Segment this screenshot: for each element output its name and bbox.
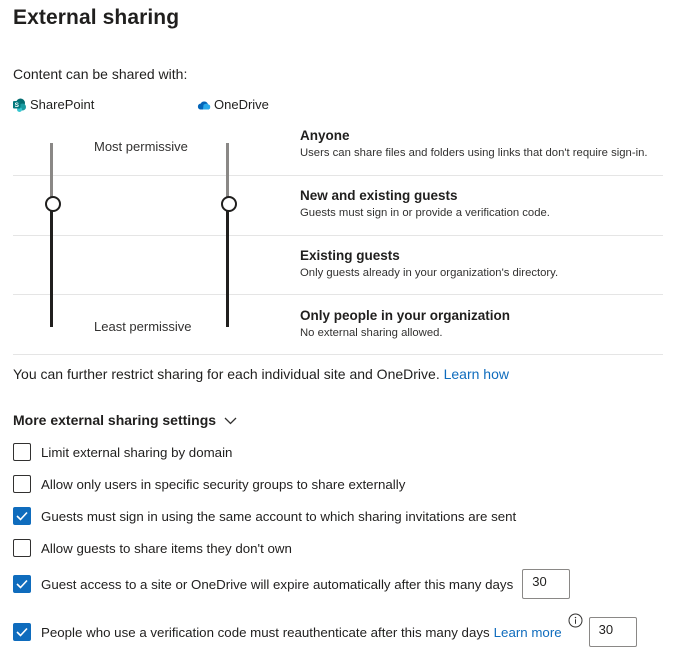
level-separator bbox=[13, 354, 663, 355]
reauthenticate-label: People who use a verification code must reauthenticate after this many days bbox=[41, 624, 490, 640]
reauthenticate-days-input[interactable]: 30 bbox=[589, 617, 637, 647]
guest-expiry-days-input[interactable]: 30 bbox=[522, 569, 570, 599]
checkmark-icon bbox=[16, 579, 28, 589]
onedrive-sharing-slider[interactable] bbox=[220, 143, 236, 327]
restrict-sharing-text: You can further restrict sharing for each individual site and OneDrive. bbox=[13, 366, 440, 382]
level-separator bbox=[13, 294, 663, 295]
restrict-sharing-note bbox=[13, 366, 509, 382]
most-permissive-label: Most permissive bbox=[94, 139, 188, 154]
onedrive-header bbox=[197, 97, 269, 112]
guests-share-items-checkbox[interactable] bbox=[13, 539, 31, 557]
onedrive-label: OneDrive bbox=[214, 97, 269, 112]
same-account-row bbox=[13, 507, 516, 525]
more-sharing-settings-label: More external sharing settings bbox=[13, 412, 217, 428]
chevron-down-icon bbox=[224, 412, 237, 428]
info-icon[interactable] bbox=[568, 613, 583, 631]
level-existing-guests-desc: Only guests already in your organization's directory. bbox=[300, 267, 559, 279]
onedrive-slider-track-upper bbox=[226, 143, 229, 197]
guests-share-items-row bbox=[13, 539, 292, 557]
checkmark-icon bbox=[16, 511, 28, 521]
level-new-existing-guests-desc: Guests must sign in or provide a verification code. bbox=[300, 207, 550, 219]
level-only-org-title: Only people in your organization bbox=[300, 308, 511, 323]
guests-share-items-label: Allow guests to share items they don't own bbox=[41, 540, 292, 556]
level-new-existing-guests-title: New and existing guests bbox=[300, 188, 458, 203]
sharepoint-slider-track-lower bbox=[50, 211, 53, 327]
onedrive-cloud-icon bbox=[197, 100, 211, 110]
level-separator bbox=[13, 175, 663, 176]
least-permissive-label: Least permissive bbox=[94, 319, 192, 334]
learn-more-link[interactable]: Learn more bbox=[493, 624, 562, 640]
same-account-checkbox[interactable] bbox=[13, 507, 31, 525]
sharepoint-icon bbox=[13, 98, 27, 112]
guest-expiry-checkbox[interactable] bbox=[13, 575, 31, 593]
same-account-label: Guests must sign in using the same account to which sharing invitations are sent bbox=[41, 508, 517, 524]
limit-by-domain-row bbox=[13, 443, 232, 461]
svg-text:S: S bbox=[14, 101, 19, 109]
security-groups-checkbox[interactable] bbox=[13, 475, 31, 493]
reauthenticate-row bbox=[13, 617, 637, 647]
level-anyone-title: Anyone bbox=[300, 128, 350, 143]
level-existing-guests-title: Existing guests bbox=[300, 248, 400, 263]
limit-by-domain-checkbox[interactable] bbox=[13, 443, 31, 461]
level-separator bbox=[13, 235, 663, 236]
guest-expiry-label: Guest access to a site or OneDrive will expire automatically after this many days bbox=[41, 576, 514, 592]
learn-how-link[interactable]: Learn how bbox=[443, 366, 509, 382]
sharing-subtitle: Content can be shared with: bbox=[13, 66, 188, 82]
guest-expiry-row bbox=[13, 569, 570, 599]
sharepoint-header bbox=[13, 97, 94, 112]
reauthenticate-checkbox[interactable] bbox=[13, 623, 31, 641]
sharepoint-slider-track-upper bbox=[50, 143, 53, 197]
limit-by-domain-label: Limit external sharing by domain bbox=[41, 444, 233, 460]
sharepoint-label: SharePoint bbox=[30, 97, 95, 112]
more-sharing-settings-toggle[interactable] bbox=[13, 412, 237, 428]
sharepoint-sharing-slider[interactable] bbox=[45, 143, 61, 327]
security-groups-label: Allow only users in specific security groups to share externally bbox=[41, 476, 406, 492]
security-groups-row bbox=[13, 475, 405, 493]
onedrive-slider-thumb[interactable] bbox=[221, 196, 237, 212]
level-only-org-desc: No external sharing allowed. bbox=[300, 327, 443, 339]
level-anyone-desc: Users can share files and folders using links that don't require sign-in. bbox=[300, 147, 648, 159]
onedrive-slider-track-lower bbox=[226, 211, 229, 327]
page-title: External sharing bbox=[13, 6, 180, 29]
sharepoint-slider-thumb[interactable] bbox=[45, 196, 61, 212]
checkmark-icon bbox=[16, 627, 28, 637]
